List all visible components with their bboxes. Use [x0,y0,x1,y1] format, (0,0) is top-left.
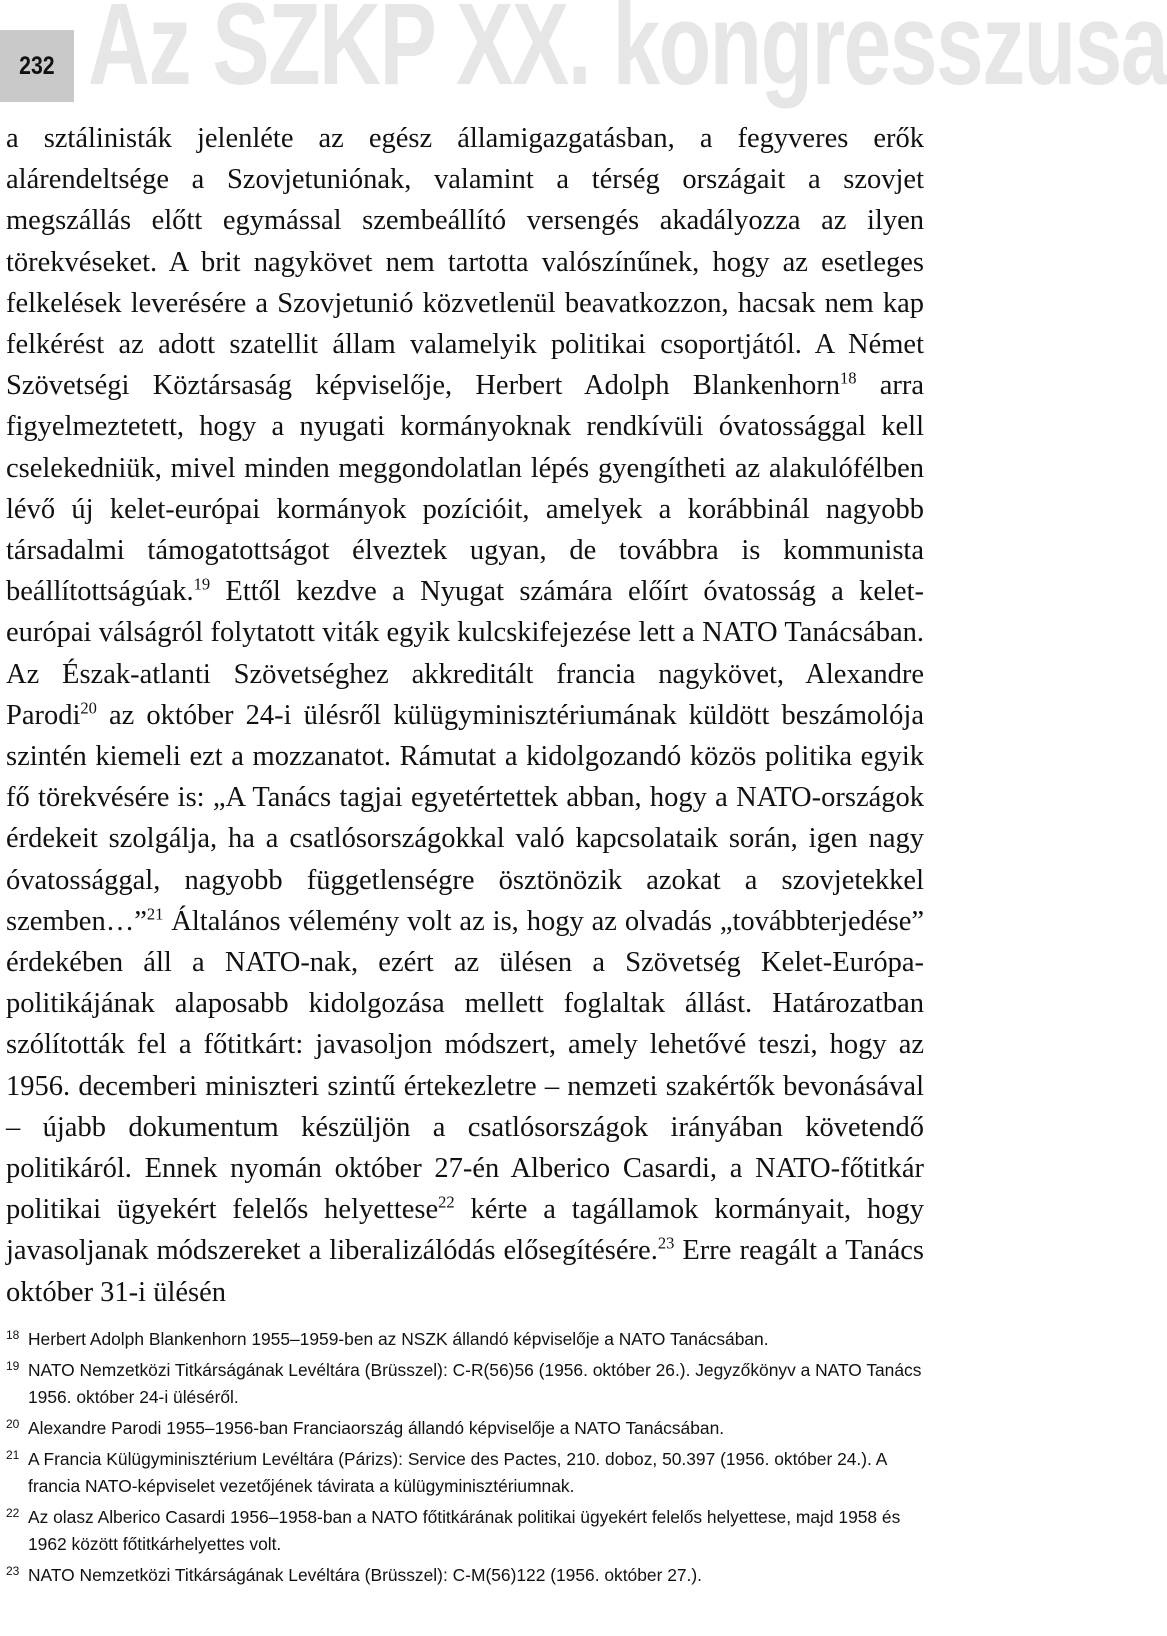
body-text-segment: a sztálinisták jelenléte az egész államigazgatásban, a fegyveres erők alárendeltsége a Szovjetuniónak, valamint a térség országait a szovjet megszállás előtt egymással szembeállító versengés akadályozza az ilyen törekvéseket. A brit nagykövet nem tartotta valószínűnek, hogy az esetleges felkelések leverésére a Szovjetunió közvetlenül beavatkozzon, hacsak nem kap felkérést az adott szatellit állam valamelyik politikai csoportjától. A Német Szövetségi Köztársaság képviselője, Herbert Adolph Blankenhorn [6,123,924,402]
body-text-segment: Általános vélemény volt az is, hogy az olvadás „továbbterjedése” érdekében áll a NATO-nak, ezért az ülésen a Szövetség Kelet-Európa-politikájának alaposabb kidolgozása mellett foglaltak állást. Határozatban szólították fel a főtitkárt: javasoljon módszert, amely lehetővé teszi, hogy az 1956. decemberi miniszteri szintű értekezletre – nemzeti szakértők bevonásával – újabb dokumentum készüljön a csatlósországok irányában követendő politikáról. Ennek nyomán október 27-én Alberico Casardi, a NATO-főtitkár politikai ügyekért felelős helyettese [6,905,924,1226]
body-paragraph [6,118,924,1313]
footnotes [6,1326,924,1593]
footnote-20 [6,1415,924,1442]
page-number-box [0,30,74,102]
footnote-23 [6,1562,924,1589]
footnote-number: 22 [6,1506,20,1520]
footnote-text: NATO Nemzetközi Titkárságának Levéltára (Brüsszel): C-M(56)122 (1956. október 27.). [28,1565,702,1585]
footnote-ref[interactable]: 18 [839,368,857,388]
page-number: 232 [19,51,55,80]
footnote-ref[interactable]: 19 [193,574,211,594]
footnote-ref[interactable]: 21 [146,904,164,924]
footnote-text: Az olasz Alberico Casardi 1956–1958-ban a NATO főtitkárának politikai ügyekért felelős helyettese, majd 1958 és 1962 között főtitkárhelyettes volt. [28,1507,901,1554]
footnote-text: NATO Nemzetközi Titkárságának Levéltára (Brüsszel): C-R(56)56 (1956. október 26.). Jegyzőkönyv a NATO Tanács 1956. október 24-i üléséről. [28,1360,922,1407]
running-title: Az SZKP XX. kongresszusa [88,0,1167,109]
body-text-segment: az október 24-i ülésről külügyminisztériumának küldött beszámolója szintén kiemeli ezt a mozzanatot. Rámutat a kidolgozandó közös politika egyik fő törekvésére is: „A Tanács tagjai egyetértettek abban, hogy a NATO-országok érdekeit szolgálja, ha a csatlósországokkal való kapcsolataik során, igen nagy óvatossággal, nagyobb függetlenségre ösztönözik azokat a szovjetekkel szemben…” [6,699,924,937]
footnote-number: 18 [6,1328,20,1342]
body-text-segment: Ettől kezdve a Nyugat számára előírt óvatosság a kelet-európai válságról folytatott viták egyik kulcskifejezése lett a NATO Tanácsában. Az Észak-atlanti Szövetséghez akkreditált francia nagykövet, Alexandre Parodi [6,576,924,731]
footnote-ref[interactable]: 23 [657,1233,675,1253]
body-text-segment: kérte a tagállamok kormányait, hogy javasoljanak módszereket a liberalizálódás elősegítésére. [6,1194,924,1267]
footnote-number: 21 [6,1448,20,1462]
footnote-19 [6,1357,924,1411]
footnote-number: 23 [6,1564,20,1578]
body-text-segment: arra figyelmeztetett, hogy a nyugati kormányoknak rendkívüli óvatossággal kell cselekedniük, mivel minden meggondolatlan lépés gyengítheti az alakulófélben lévő új kelet-európai kormányok pozícióit, amelyek a korábbinál nagyobb társadalmi támogatottságot élveztek ugyan, de továbbra is kommunista beállítottságúak. [6,370,925,608]
footnote-number: 19 [6,1359,20,1373]
footnote-text: Alexandre Parodi 1955–1956-ban Franciaország állandó képviselője a NATO Tanácsában. [28,1418,725,1438]
footnote-ref[interactable]: 20 [80,698,97,718]
footnote-ref[interactable]: 22 [438,1192,455,1212]
footnote-text: Herbert Adolph Blankenhorn 1955–1959-ben az NSZK állandó képviselője a NATO Tanácsában. [28,1329,769,1349]
footnote-text: A Francia Külügyminisztérium Levéltára (Párizs): Service des Pactes, 210. doboz, 50.397 (1956. október 24.). A francia NATO-képviselet vezetőjének távirata a külügyminisztériumnak. [28,1449,887,1496]
footnote-number: 20 [6,1417,20,1431]
footnote-21 [6,1446,924,1500]
footnote-22 [6,1504,924,1558]
body-text-segment: Erre reagált a Tanács október 31-i ülésén [6,1235,924,1308]
footnote-18 [6,1326,924,1353]
